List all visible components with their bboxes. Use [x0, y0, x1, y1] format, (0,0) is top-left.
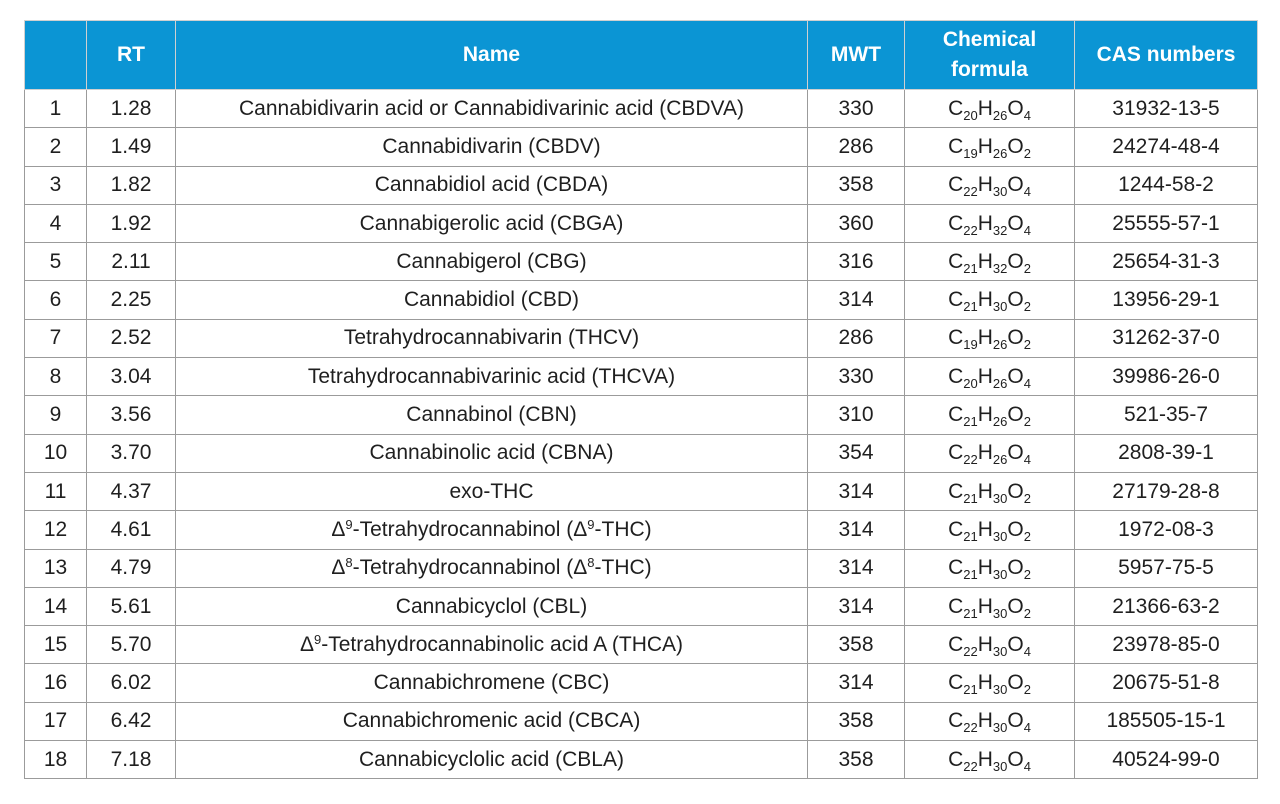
chemical-formula-cell: $C_{21}H_{30}O_2$ [905, 587, 1075, 625]
compound-name-cell: Cannabidivarin (CBDV) [176, 128, 808, 166]
retention-time-cell: 1.28 [87, 90, 176, 128]
compound-name-cell: Cannabidiol acid (CBDA) [176, 166, 808, 204]
retention-time-cell: 6.02 [87, 664, 176, 702]
molecular-weight-cell: 354 [808, 434, 905, 472]
cas-number-cell: 39986-26-0 [1075, 358, 1258, 396]
retention-time-cell: 1.92 [87, 204, 176, 242]
row-index-cell: 11 [25, 472, 87, 510]
molecular-weight-cell: 314 [808, 587, 905, 625]
compound-name-cell: exo-THC [176, 472, 808, 510]
retention-time-cell: 3.70 [87, 434, 176, 472]
retention-time-cell: 6.42 [87, 702, 176, 740]
retention-time-cell: 2.52 [87, 319, 176, 357]
table-row [25, 396, 1258, 434]
compound-name-cell: Cannabinolic acid (CBNA) [176, 434, 808, 472]
chemical-formula-cell: $C_{21}H_{32}O_2$ [905, 243, 1075, 281]
cas-number-cell: 27179-28-8 [1075, 472, 1258, 510]
retention-time-cell: 4.79 [87, 549, 176, 587]
retention-time-cell: 7.18 [87, 741, 176, 779]
chemical-formula-cell: $C_{20}H_{26}O_4$ [905, 90, 1075, 128]
compound-name-cell: Cannabigerol (CBG) [176, 243, 808, 281]
cas-number-cell: 1244-58-2 [1075, 166, 1258, 204]
retention-time-cell: 4.61 [87, 511, 176, 549]
retention-time-cell: 2.11 [87, 243, 176, 281]
table-row [25, 243, 1258, 281]
compound-name-cell: Cannabidivarin acid or Cannabidivarinic acid (CBDVA) [176, 90, 808, 128]
chemical-formula-cell: $C_{22}H_{26}O_4$ [905, 434, 1075, 472]
row-index-cell: 18 [25, 741, 87, 779]
compound-name-cell: Cannabicyclol (CBL) [176, 587, 808, 625]
header-row [25, 21, 1258, 90]
retention-time-cell: 3.56 [87, 396, 176, 434]
compound-name-cell: Cannabichromenic acid (CBCA) [176, 702, 808, 740]
table-row [25, 549, 1258, 587]
retention-time-cell: 2.25 [87, 281, 176, 319]
table-row [25, 472, 1258, 510]
retention-time-cell: 1.49 [87, 128, 176, 166]
compound-name-cell: $\Delta^9$-Tetrahydrocannabinol $(\Delta^9-THC)$ [176, 511, 808, 549]
compound-name-cell: $\Delta^9$-Tetrahydrocannabinolic acid A (THCA) [176, 626, 808, 664]
chemical-formula-cell: $C_{21}H_{30}O_2$ [905, 511, 1075, 549]
table-row [25, 511, 1258, 549]
compound-name-cell: Cannabidiol (CBD) [176, 281, 808, 319]
table-body [25, 90, 1258, 779]
chemical-formula-cell: $C_{21}H_{30}O_2$ [905, 472, 1075, 510]
row-index-cell: 3 [25, 166, 87, 204]
table-header [25, 21, 1258, 90]
molecular-weight-cell: 314 [808, 472, 905, 510]
molecular-weight-cell: 314 [808, 549, 905, 587]
cas-number-cell: 521-35-7 [1075, 396, 1258, 434]
table-row [25, 626, 1258, 664]
cas-number-cell: 31262-37-0 [1075, 319, 1258, 357]
chemical-formula-cell: $C_{21}H_{30}O_2$ [905, 549, 1075, 587]
row-index-cell: 1 [25, 90, 87, 128]
table-row [25, 319, 1258, 357]
table-row [25, 90, 1258, 128]
row-index-cell: 6 [25, 281, 87, 319]
molecular-weight-cell: 314 [808, 511, 905, 549]
table-row [25, 358, 1258, 396]
compound-name-cell: Tetrahydrocannabivarinic acid (THCVA) [176, 358, 808, 396]
compound-name-cell: Cannabigerolic acid (CBGA) [176, 204, 808, 242]
chemical-formula-cell: $C_{21}H_{26}O_2$ [905, 396, 1075, 434]
compound-name-cell: Cannabinol (CBN) [176, 396, 808, 434]
cas-number-cell: 25555-57-1 [1075, 204, 1258, 242]
compound-name-cell: $\Delta^8$-Tetrahydrocannabinol $(\Delta^8-THC)$ [176, 549, 808, 587]
row-index-cell: 13 [25, 549, 87, 587]
molecular-weight-cell: 286 [808, 128, 905, 166]
cas-number-cell: 25654-31-3 [1075, 243, 1258, 281]
molecular-weight-cell: 286 [808, 319, 905, 357]
compound-name-cell: Tetrahydrocannabivarin (THCV) [176, 319, 808, 357]
chemical-formula-cell: $C_{22}H_{32}O_4$ [905, 204, 1075, 242]
row-index-cell: 14 [25, 587, 87, 625]
row-index-cell: 15 [25, 626, 87, 664]
row-index-cell: 17 [25, 702, 87, 740]
table-row [25, 434, 1258, 472]
chemical-formula-cell: $C_{21}H_{30}O_2$ [905, 664, 1075, 702]
molecular-weight-cell: 330 [808, 90, 905, 128]
row-index-cell: 16 [25, 664, 87, 702]
header-rt: RT [87, 21, 176, 90]
cas-number-cell: 5957-75-5 [1075, 549, 1258, 587]
cas-number-cell: 40524-99-0 [1075, 741, 1258, 779]
row-index-cell: 12 [25, 511, 87, 549]
cas-number-cell: 24274-48-4 [1075, 128, 1258, 166]
header-cas-numbers: CAS numbers [1075, 21, 1258, 90]
cas-number-cell: 31932-13-5 [1075, 90, 1258, 128]
cas-number-cell: 20675-51-8 [1075, 664, 1258, 702]
chemical-formula-cell: $C_{20}H_{26}O_4$ [905, 358, 1075, 396]
chemical-formula-cell: $C_{22}H_{30}O_4$ [905, 626, 1075, 664]
molecular-weight-cell: 310 [808, 396, 905, 434]
molecular-weight-cell: 358 [808, 741, 905, 779]
table-row [25, 741, 1258, 779]
row-index-cell: 2 [25, 128, 87, 166]
retention-time-cell: 4.37 [87, 472, 176, 510]
molecular-weight-cell: 316 [808, 243, 905, 281]
table-row [25, 664, 1258, 702]
table-row [25, 166, 1258, 204]
molecular-weight-cell: 330 [808, 358, 905, 396]
cas-number-cell: 13956-29-1 [1075, 281, 1258, 319]
cannabinoid-compound-table [24, 20, 1258, 779]
molecular-weight-cell: 314 [808, 664, 905, 702]
molecular-weight-cell: 358 [808, 702, 905, 740]
chemical-formula-cell: $C_{21}H_{30}O_2$ [905, 281, 1075, 319]
compound-name-cell: Cannabicyclolic acid (CBLA) [176, 741, 808, 779]
row-index-cell: 10 [25, 434, 87, 472]
compound-table-container [24, 20, 1257, 779]
retention-time-cell: 5.61 [87, 587, 176, 625]
table-row [25, 587, 1258, 625]
chemical-formula-cell: $C_{19}H_{26}O_2$ [905, 319, 1075, 357]
cas-number-cell: 23978-85-0 [1075, 626, 1258, 664]
molecular-weight-cell: 358 [808, 166, 905, 204]
chemical-formula-cell: $C_{22}H_{30}O_4$ [905, 741, 1075, 779]
compound-name-cell: Cannabichromene (CBC) [176, 664, 808, 702]
header-name: Name [176, 21, 808, 90]
retention-time-cell: 3.04 [87, 358, 176, 396]
chemical-formula-cell: $C_{22}H_{30}O_4$ [905, 166, 1075, 204]
retention-time-cell: 1.82 [87, 166, 176, 204]
row-index-cell: 9 [25, 396, 87, 434]
table-row [25, 204, 1258, 242]
row-index-cell: 4 [25, 204, 87, 242]
chemical-formula-cell: $C_{19}H_{26}O_2$ [905, 128, 1075, 166]
cas-number-cell: 2808-39-1 [1075, 434, 1258, 472]
row-index-cell: 7 [25, 319, 87, 357]
table-row [25, 128, 1258, 166]
molecular-weight-cell: 358 [808, 626, 905, 664]
cas-number-cell: 185505-15-1 [1075, 702, 1258, 740]
molecular-weight-cell: 360 [808, 204, 905, 242]
table-row [25, 702, 1258, 740]
header-chemical-formula: Chemical formula [905, 21, 1075, 90]
cas-number-cell: 1972-08-3 [1075, 511, 1258, 549]
header-index [25, 21, 87, 90]
chemical-formula-cell: $C_{22}H_{30}O_4$ [905, 702, 1075, 740]
row-index-cell: 5 [25, 243, 87, 281]
cas-number-cell: 21366-63-2 [1075, 587, 1258, 625]
molecular-weight-cell: 314 [808, 281, 905, 319]
table-row [25, 281, 1258, 319]
retention-time-cell: 5.70 [87, 626, 176, 664]
header-mwt: MWT [808, 21, 905, 90]
row-index-cell: 8 [25, 358, 87, 396]
